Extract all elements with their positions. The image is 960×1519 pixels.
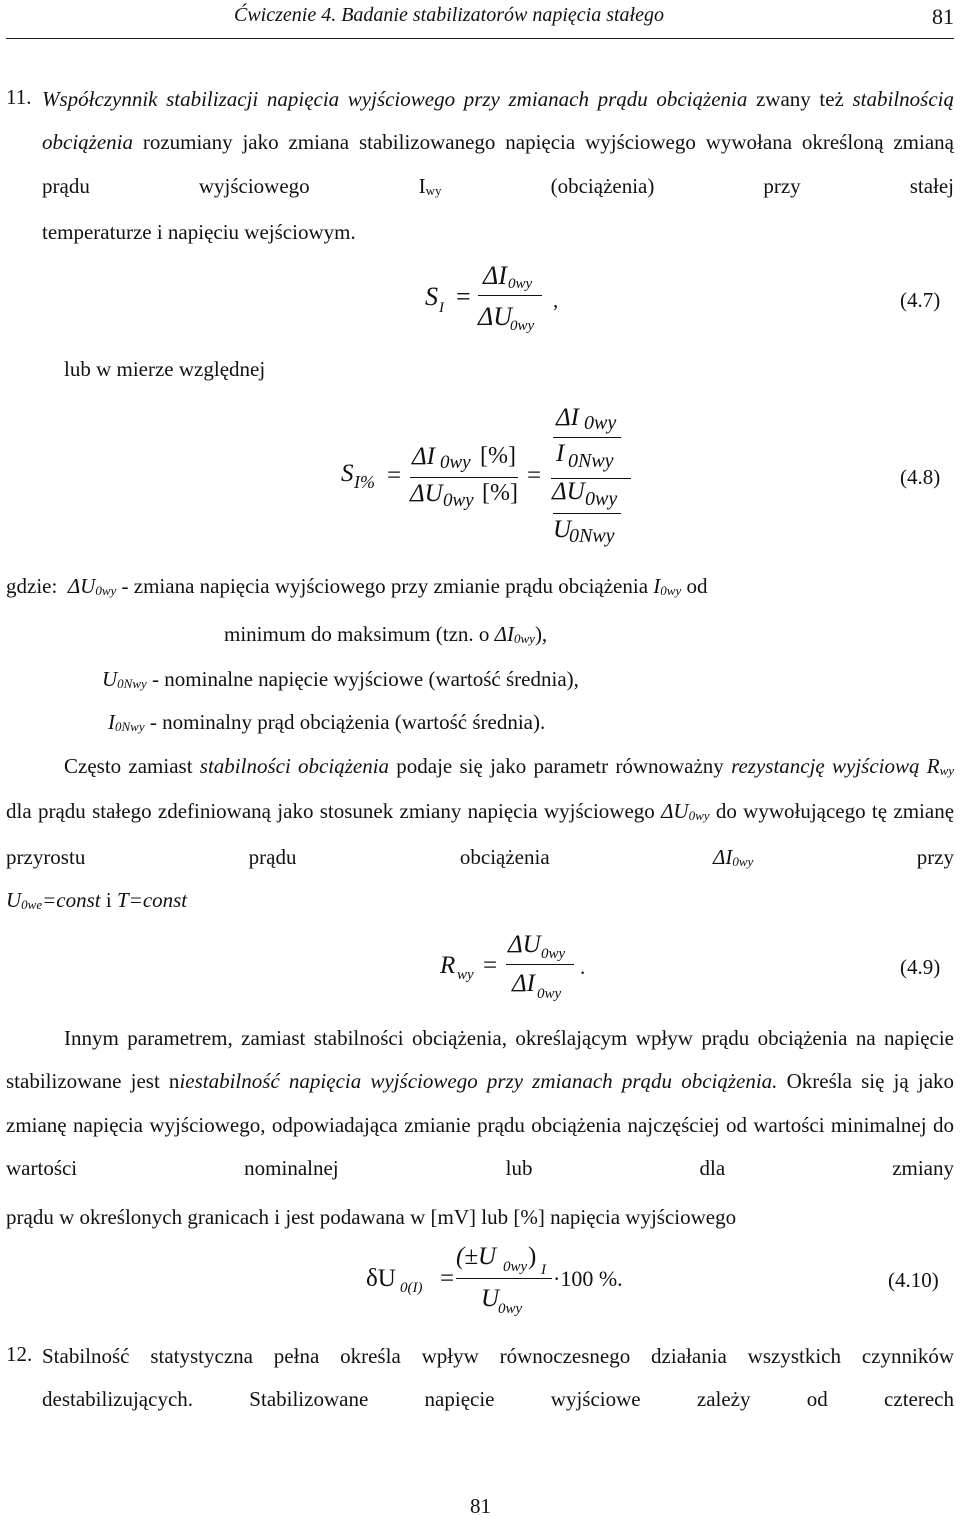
def-text: ), [534,622,548,646]
p11-text: zwany [755,87,811,111]
p11-last-line: temperaturze i napięciu wejściowym. [42,220,356,244]
where-label: gdzie: [6,574,58,598]
eq48-f1-denominator-tail: [%] [482,480,518,506]
eq48-f1-denominator-sub: 0wy [443,490,474,511]
definition-i-nominal [108,710,545,735]
italic-term: prądu obciążenia. [621,1069,778,1094]
eq47-equals: = [456,282,471,311]
p11-italic-term: Współczynnik stabilizacji napięcia wyjściowego przy zmianach prądu obciążenia [42,87,748,111]
p11-text: też [819,87,844,111]
conditions-line [6,888,187,913]
symbol: U [102,667,118,691]
paragraph-instability [6,1017,954,1233]
eq48-label: (4.8) [900,465,941,489]
header-rule [6,38,954,39]
item-number-12: 12. [6,1342,33,1366]
eq47-comma: , [553,288,559,312]
text: Stabilność statystyczna pełna określa wpływ równoczesnego działania wszystkich [42,1344,841,1368]
text: przy [916,844,955,869]
eq49-denominator: ΔI [512,970,535,997]
eq47-fraction-bar [478,295,542,296]
text: prądu obciążenia najczęściej od wartości minimalnej do wartości nominalnej lub dla zmiany [6,1112,954,1180]
eq47-lhs-sub: I [439,300,444,316]
symbol-sub: 0Nwy [115,719,145,734]
p11-text: rozumiany jako zmiana stabilizowanego napięcia [142,130,576,155]
definition-continuation [224,622,547,647]
eq48-equals: = [387,462,402,489]
eq49-dot: . [580,955,586,979]
text: dla prądu stałego zdefiniowaną jako stosunek zmiany napięcia [6,799,538,824]
definition-u-nominal [102,667,579,692]
symbol: ΔU [661,799,689,824]
eq47-label: (4.7) [900,288,941,312]
eq410-numerator-sub: 0wy [503,1259,528,1275]
eq410-numerator-tail: ) [528,1243,537,1270]
running-header-title: Ćwiczenie 4. Badanie stabilizatorów napięcia stałego [234,4,664,26]
eq47-denominator-sub: 0wy [510,318,535,334]
italic-term: stabilności obciążenia [199,754,390,778]
paragraph-12 [42,1335,954,1465]
eq49-lhs-sub: wy [457,967,474,983]
italic-term: rezystancję wyjściową R [731,754,940,778]
def-text: minimum do maksimum (tzn. o [224,622,490,646]
symbol: I [653,574,661,598]
eq48-f1-numerator: ΔI [412,443,435,470]
eq48-lhs: S [341,460,354,487]
p11-text: (obciążenia) przy stałej [550,173,955,198]
def-text: - zmiana napięcia wyjściowego przy zmianie prądu obciążenia [121,574,649,598]
eq410-lhs-sub: 0(I) [400,1280,423,1296]
eq410-lhs: δU [366,1265,396,1292]
instability-last-line: prądu w określonych granicach i jest podawana w [mV] lub [%] napięcia wyjściowego [6,1205,737,1229]
symbol-sub: 0wy [513,631,535,646]
eq410-denominator-sub: 0wy [498,1301,523,1317]
condition: =const [42,888,101,912]
eq410-numerator-sub2: I [541,1262,546,1278]
symbol: U [6,888,22,912]
text: Określa się ją jako zmianę napięcia wyjściowego, odpowiadająca zmianie [6,1069,955,1137]
footer-page-number: 81 [470,1494,491,1518]
symbol-sub: 0we [21,897,43,912]
text: Często zamiast [64,754,193,778]
def-text: od [686,574,708,598]
eq48-inner-bar-1 [553,437,621,438]
p11-italic-term2: stabilnością obciążenia [42,87,954,155]
text: obciążenia na napięcie stabilizowane jest n [6,1026,955,1094]
eq48-d1-sub: 0wy [585,488,618,510]
text: podaje się jako parametr równoważny [396,754,724,778]
italic-term: iestabilność napięcia wyjściowego przy zmianach [179,1069,613,1094]
condition: T=const [116,888,188,912]
eq48-n1: ΔI [556,404,579,431]
eq47-numerator-sub: 0wy [508,276,533,292]
eq48-f1-fraction-bar [410,477,518,478]
eq48-f1-denominator: ΔU [410,480,443,507]
eq49-fraction-bar [506,964,574,965]
text: czynników destabilizujących. Stabilizowane napięcie wyjściowe zależy od czterech [42,1344,954,1412]
eq48-n2-sub: 0Nwy [568,450,614,472]
eq48-d1: ΔU [552,478,585,505]
symbol: ΔI [713,844,733,869]
symbol: ΔU [67,574,96,598]
definition-delta-u [6,574,707,599]
eq49-denominator-sub: 0wy [537,986,562,1002]
eq49-lhs: R [440,952,456,979]
eq49-numerator-sub: 0wy [541,946,566,962]
item-number-11: 11. [6,85,32,109]
eq49-numerator: ΔU [508,931,541,958]
eq49-equals: = [483,952,498,979]
eq48-d2: U [553,516,572,543]
eq410-numerator: (±U [456,1243,497,1270]
symbol-sub: 0wy [95,583,117,598]
text: wyjściowego [543,799,655,824]
eq48-n2: I [556,440,565,467]
symbol-sub: 0wy [732,853,754,869]
eq47-lhs: S [425,282,438,311]
def-text: - nominalne napięcie wyjściowe (wartość średnia), [152,667,579,691]
p11-text: wyjściowego wywołana określoną zmianą prądu wyjściowego I [42,130,954,198]
text: i [105,888,112,912]
eq48-lhs-sub: I% [354,472,375,492]
symbol: I [108,710,115,734]
eq410-fraction-bar [456,1278,552,1279]
symbol-sub: wy [939,763,955,778]
eq48-f1-numerator-tail: [%] [480,443,516,469]
eq48-n1-sub: 0wy [584,412,617,434]
eq48-d2-sub: 0Nwy [569,525,615,547]
relative-measure-text: lub w mierze względnej [64,357,266,381]
symbol-sub: 0wy [660,583,682,598]
eq47-denominator: ΔU [478,302,513,331]
p11-subscript: wy [425,182,442,198]
def-text: - nominalny prąd obciążenia (wartość średnia). [149,710,546,734]
eq410-equals: = [440,1265,455,1292]
eq410-label: (4.10) [888,1268,939,1292]
eq47-numerator: ΔI [483,261,507,290]
eq410-denominator: U [481,1285,500,1312]
text: do wywołującego tę zmianę przyrostu prądu obciążenia [6,799,955,869]
eq410-multiplier: ·100 %. [553,1266,623,1291]
text: Innym parametrem, zamiast stabilności obciążenia, określającym wpływ prądu [64,1026,750,1050]
eq48-equals-2: = [527,462,542,489]
eq49-label: (4.9) [900,955,941,979]
symbol-sub: 0Nwy [117,676,147,691]
eq48-f1-numerator-sub: 0wy [440,452,471,473]
symbol-sub: 0wy [688,808,710,824]
eq48-inner-bar-2 [553,513,621,514]
running-header-page-number: 81 [932,4,954,29]
symbol: ΔI [494,622,514,646]
